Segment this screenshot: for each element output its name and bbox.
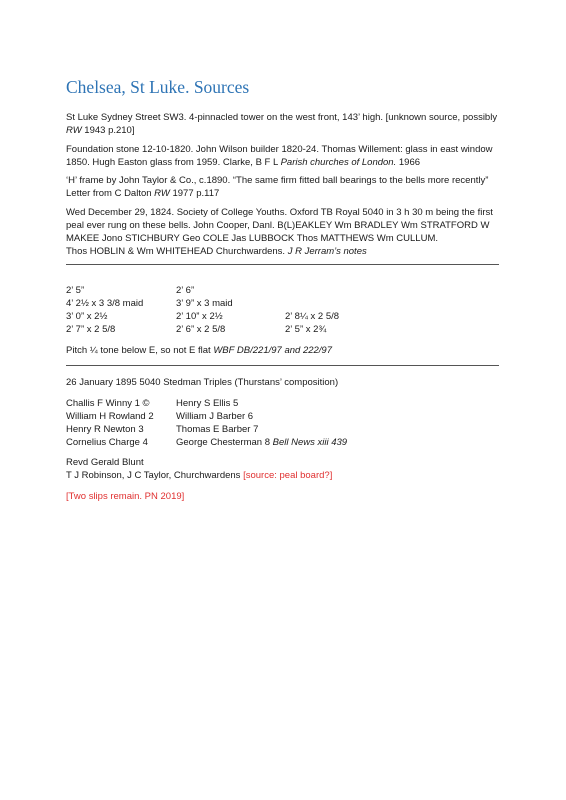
ringer-cell: Thomas E Barber 7 bbox=[176, 424, 259, 435]
ringer-cell: Henry S Ellis 5 bbox=[176, 398, 239, 409]
churchwardens-names: T J Robinson, J C Taylor, Churchwardens bbox=[66, 470, 244, 481]
footer-vicar: Revd Gerald Blunt bbox=[66, 457, 144, 468]
pitch-reference: WBF DB/221/97 and 222/97 bbox=[213, 345, 332, 356]
bell-dim-cell: 2’ 5” bbox=[66, 285, 85, 296]
paragraph-foundation bbox=[66, 143, 506, 169]
first-peal-churchwardens: Thos HOBLIN & Wm WHITEHEAD Churchwardens. bbox=[66, 246, 288, 257]
pitch-text: Pitch ¼ tone below E, so not E flat bbox=[66, 345, 214, 356]
ringer-reference: Bell News xiii 439 bbox=[272, 437, 348, 448]
paragraph-location bbox=[66, 111, 506, 137]
churchwardens-source-note: [source: peal board?] bbox=[243, 470, 333, 481]
bell-dim-cell: 2’ 10” x 2½ bbox=[176, 311, 223, 322]
frame-letter: Letter from C Dalton bbox=[66, 188, 155, 199]
bell-dim-cell: 2’ 6” x 2 5/8 bbox=[176, 324, 226, 335]
section-divider bbox=[66, 365, 499, 366]
foundation-year: 1966 bbox=[396, 157, 421, 168]
bell-dim-cell: 4’ 2½ x 3 3/8 maid bbox=[66, 298, 144, 309]
footer-churchwardens bbox=[66, 469, 506, 482]
first-peal-source: J R Jerram’s notes bbox=[287, 246, 367, 257]
section-divider bbox=[66, 264, 499, 265]
location-text: St Luke Sydney Street SW3. 4-pinnacled tower on the west front, 143’ high. [unknown source, possibly bbox=[66, 112, 498, 123]
location-source-tail: 1943 p.210] bbox=[81, 125, 135, 136]
bell-dim-cell: 2’ 8¼ x 2 5/8 bbox=[285, 311, 340, 322]
paragraph-first-peal bbox=[66, 206, 506, 258]
ringer-cell: Challis F Winny 1 © bbox=[66, 398, 150, 409]
frame-source-tail: 1977 p.117 bbox=[169, 188, 220, 199]
paragraph-frame bbox=[66, 174, 506, 200]
bell-dim-cell: 2’ 7” x 2 5/8 bbox=[66, 324, 116, 335]
ringer-cell bbox=[176, 436, 347, 449]
bell-dim-cell: 2’ 5” x 2¾ bbox=[285, 324, 327, 335]
frame-source-rw: RW bbox=[154, 188, 170, 199]
ringer-cell: Henry R Newton 3 bbox=[66, 424, 144, 435]
ringer-cell: William H Rowland 2 bbox=[66, 411, 154, 422]
foundation-book-title: Parish churches of London. bbox=[280, 157, 397, 168]
slips-note: [Two slips remain. PN 2019] bbox=[66, 491, 185, 502]
ringer-name: George Chesterman 8 bbox=[176, 437, 273, 448]
first-peal-text: Wed December 29, 1824. Society of College Youths. Oxford TB Royal 5040 in 3 h 30 m being the first peal ever rung on these bells. John Cooper, Danl. B(L)EAKLEY Wm BRADLEY Wm STRATFORD W MAKEE Jono STICHBURY Geo COLE Jas LUBBOCK Thos MATTHEWS Wm CULLUM. bbox=[66, 207, 493, 244]
page-title: Chelsea, St Luke. Sources bbox=[66, 77, 250, 97]
foundation-text: Foundation stone 12-10-1820. John Wilson builder 1820-24. Thomas Willement: glass in east window 1850. Hugh Easton glass from 1959. Clarke, B F L bbox=[66, 144, 493, 168]
ringer-cell: Cornelius Charge 4 bbox=[66, 437, 148, 448]
bell-dim-cell: 3’ 0” x 2½ bbox=[66, 311, 108, 322]
bell-dim-cell: 3’ 9” x 3 maid bbox=[176, 298, 233, 309]
ringer-cell: William J Barber 6 bbox=[176, 411, 254, 422]
pitch-note bbox=[66, 344, 506, 357]
peal-heading: 26 January 1895 5040 Stedman Triples (Thurstans’ composition) bbox=[66, 377, 339, 388]
frame-text: ‘H’ frame by John Taylor & Co., c.1890. “The same firm fitted ball bearings to the bells more recently” bbox=[66, 175, 489, 186]
location-source-rw: RW bbox=[66, 125, 82, 136]
bell-dim-cell: 2’ 6” bbox=[176, 285, 195, 296]
